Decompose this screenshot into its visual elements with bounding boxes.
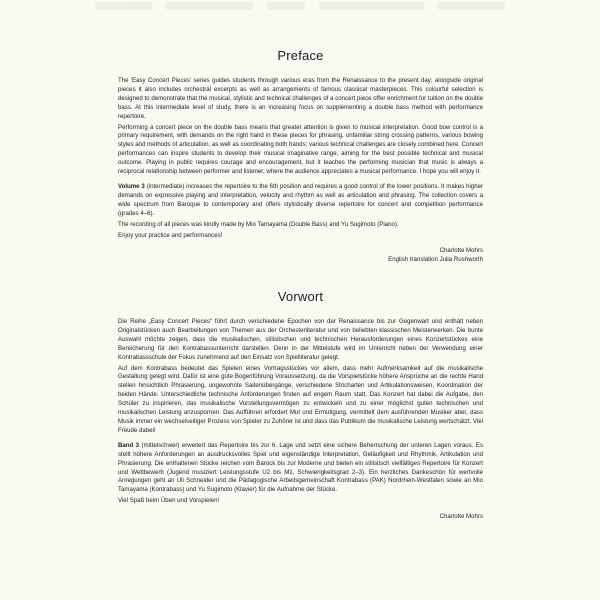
preface-translation-credit: English translation Julia Rushworth (388, 256, 483, 264)
vorwort-title: Vorwort (277, 289, 324, 304)
preface-paragraph-4: The recording of all pieces was kindly made by Mio Tamayama (Double Bass) and Yu Sugimoto (Piano). (118, 220, 399, 228)
preface-signature: Charlotte Mohrs (439, 247, 483, 255)
preface-paragraph-3 (118, 183, 483, 219)
preface-volume-text: (intermediate) increases the repertoire to the 6th position and requires a good control of the lower positions. It makes higher demands on expressive playing and interpretation, velocity and rhythm as well as articulation and phrasing. The collection covers a wide spectrum from Baroque to contemporary and offers stylistically diverse repertoire for concert and competition performance (grades 4–6). (118, 182, 484, 217)
preface-paragraph-5: Enjoy your practice and performances! (118, 231, 223, 239)
preface-paragraph-1: The 'Easy Concert Pieces' series guides students through various eras from the Renaissance to the present day; alongside original pieces it also includes orchestral excerpts as well as arrangements of famous classical masterpieces. This colourful selection is designed to demonstrate that the musical, stylistic and technical challenges of a concert piece offer enrichment for tuition on the double bass. At this intermediate level of study, there is an increasing focus on supplementing a double bass method with performance repertoire. (118, 77, 483, 120)
vorwort-signature: Charlotte Mohrs (439, 513, 483, 521)
vorwort-band-label: Band 3 (118, 441, 140, 449)
preface-volume-label: Volume 3 (118, 182, 145, 190)
vorwort-paragraph-2: Auf dem Kontrabass bedeutet das Spielen eines Vortragsstückes vor allem, dass mehr Aufmerksamkeit auf die musikalische Gestaltung gelegt wird. Dafür ist eine gute Bogenführung Voraussetzung, da die Vorspielstücke höhere Ansprüche an die rechte Hand stellen hinsichtlich Phrasierung, ungewohnte Saitenübergänge, verschiedene Stricharten und Artikulationsweisen, Koordination der beiden Hände. Unterschiedliche technische Anforderungen finden auf engem Raum statt. Das Konzert hat dabei die Aufgabe, den Schüler zu inspirieren, das musikalische Vorstellungsvermögen zu entwickeln und zu einer möglichst guten technischen und musikalischen Leistung anzuspornen. Das Aufführen erfordert Mut und Ermutigung, vermittelt dem ausführenden Musiker aber, dass Musik immer ein wechselseitiger Prozess von Spieler zu Zuhörer ist und dass das Publikum die musikalische Leistung wertschätzt. Viel Freude dabei! (118, 364, 483, 434)
preface-title: Preface (277, 48, 324, 63)
vorwort-band-text: (mittelschwer) erweitert das Repertoire bis zur 6. Lage und setzt eine sichere Beherrschung der unteren Lagen voraus. Es stellt höhere Anforderungen an ausdrucksvolles Spiel und eigenständige Interpretation, Geläufigkeit und Rhythmik, Artikulation und Phrasierung. Die enthaltenen Stücke reichen vom Barock bis zur Moderne und bieten ein stilistisch vielfältiges Repertoire für Konzert und Wettbewerb (Jugend musiziert Leistungsstufe U2 bis M1, Schwierigkeitsgrad 2–3). Ein herzliches Dankeschön für wertvolle Anregungen geht an Uli Schneider und die Pädagogische Arbeitsgemeinschaft Kontrabass (PAK) Nordrhein-Westfalen sowie an Mio Tamayama (Kontrabass) und Yu Sugimoto (Klavier) für die Aufnahme der Stücke. (118, 441, 483, 494)
vorwort-paragraph-4: Viel Spaß beim Üben und Vorspielen! (118, 497, 220, 505)
faint-show-through-header (95, 2, 505, 20)
preface-paragraph-2: Performing a concert piece on the double bass means that greater attention is given to musical interpretation. Good bow control is a primary requirement, with demands on the right hand in these pieces for phrasing, unfamiliar string crossing patterns, various bowing styles and methods of articulation, as well as coordinating both hands; various technical challenges are closely combined here. Concert performances can inspire students to develop their musical imaginative range, aiming for the best possible technical and musical outcome. Playing in public requires courage and encouragement, but it teaches the performing musician that music is always a reciprocal relationship between performer and listener, where the audience appreciates a musical performance. I hope you will enjoy it. (118, 123, 483, 176)
vorwort-paragraph-3 (118, 442, 483, 495)
vorwort-section (118, 289, 483, 521)
preface-section (118, 48, 483, 264)
vorwort-paragraph-1: Die Reihe „Easy Concert Pieces“ führt durch verschiedene Epochen von der Renaissance bis zur Gegenwart und enthält neben Originalstücken auch Bearbeitungen von Themen aus der Orchesterliteratur und von beliebten klassischen Meisterwerken. Die bunte Auswahl möchte zeigen, dass die musikalischen, stilistischen und technischen Herausforderungen eines Konzertstückes eine Bereicherung für den Kontrabassunterricht darstellen. Denn in der Mittelstufe wird im Unterricht neben der Verwendung einer Kontrabassschule der Fokus zunehmend auf den Einsatz von Spielliteratur gelegt. (118, 318, 483, 361)
